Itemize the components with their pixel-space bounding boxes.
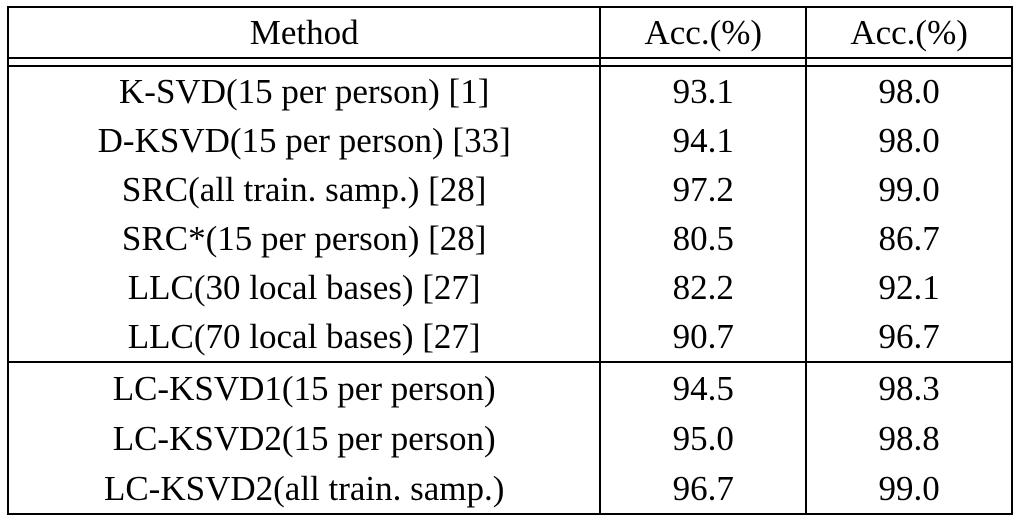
acc2-cell: 98.0 <box>806 116 1012 165</box>
method-cell: LC-KSVD2(15 per person) <box>8 413 600 463</box>
acc1-cell: 94.1 <box>600 116 806 165</box>
acc2-cell: 99.0 <box>806 463 1012 514</box>
acc1-cell: 97.2 <box>600 165 806 214</box>
table-row <box>8 214 1012 263</box>
table-row <box>8 413 1012 463</box>
results-table <box>7 6 1013 515</box>
header-method: Method <box>8 7 600 58</box>
header-acc-1: Acc.(%) <box>600 7 806 58</box>
acc2-cell: 98.3 <box>806 362 1012 413</box>
method-cell: LLC(30 local bases) [27] <box>8 263 600 312</box>
header-acc-2: Acc.(%) <box>806 7 1012 58</box>
table-row <box>8 312 1012 362</box>
method-cell: SRC*(15 per person) [28] <box>8 214 600 263</box>
table-row <box>8 362 1012 413</box>
acc2-cell: 98.0 <box>806 66 1012 116</box>
method-cell: K-SVD(15 per person) [1] <box>8 66 600 116</box>
table-row <box>8 263 1012 312</box>
baseline-group <box>8 66 1012 362</box>
acc1-cell: 94.5 <box>600 362 806 413</box>
acc1-cell: 90.7 <box>600 312 806 362</box>
acc2-cell: 92.1 <box>806 263 1012 312</box>
table-row <box>8 116 1012 165</box>
method-cell: D-KSVD(15 per person) [33] <box>8 116 600 165</box>
method-cell: LLC(70 local bases) [27] <box>8 312 600 362</box>
acc2-cell: 98.8 <box>806 413 1012 463</box>
lcksvd-group <box>8 362 1012 514</box>
header-gap <box>8 58 1012 66</box>
acc1-cell: 80.5 <box>600 214 806 263</box>
acc2-cell: 96.7 <box>806 312 1012 362</box>
acc1-cell: 93.1 <box>600 66 806 116</box>
acc1-cell: 82.2 <box>600 263 806 312</box>
method-cell: LC-KSVD2(all train. samp.) <box>8 463 600 514</box>
acc2-cell: 86.7 <box>806 214 1012 263</box>
acc1-cell: 95.0 <box>600 413 806 463</box>
header-row <box>8 7 1012 58</box>
table-row <box>8 66 1012 116</box>
method-cell: LC-KSVD1(15 per person) <box>8 362 600 413</box>
table-row <box>8 463 1012 514</box>
table-row <box>8 165 1012 214</box>
method-cell: SRC(all train. samp.) [28] <box>8 165 600 214</box>
acc1-cell: 96.7 <box>600 463 806 514</box>
acc2-cell: 99.0 <box>806 165 1012 214</box>
